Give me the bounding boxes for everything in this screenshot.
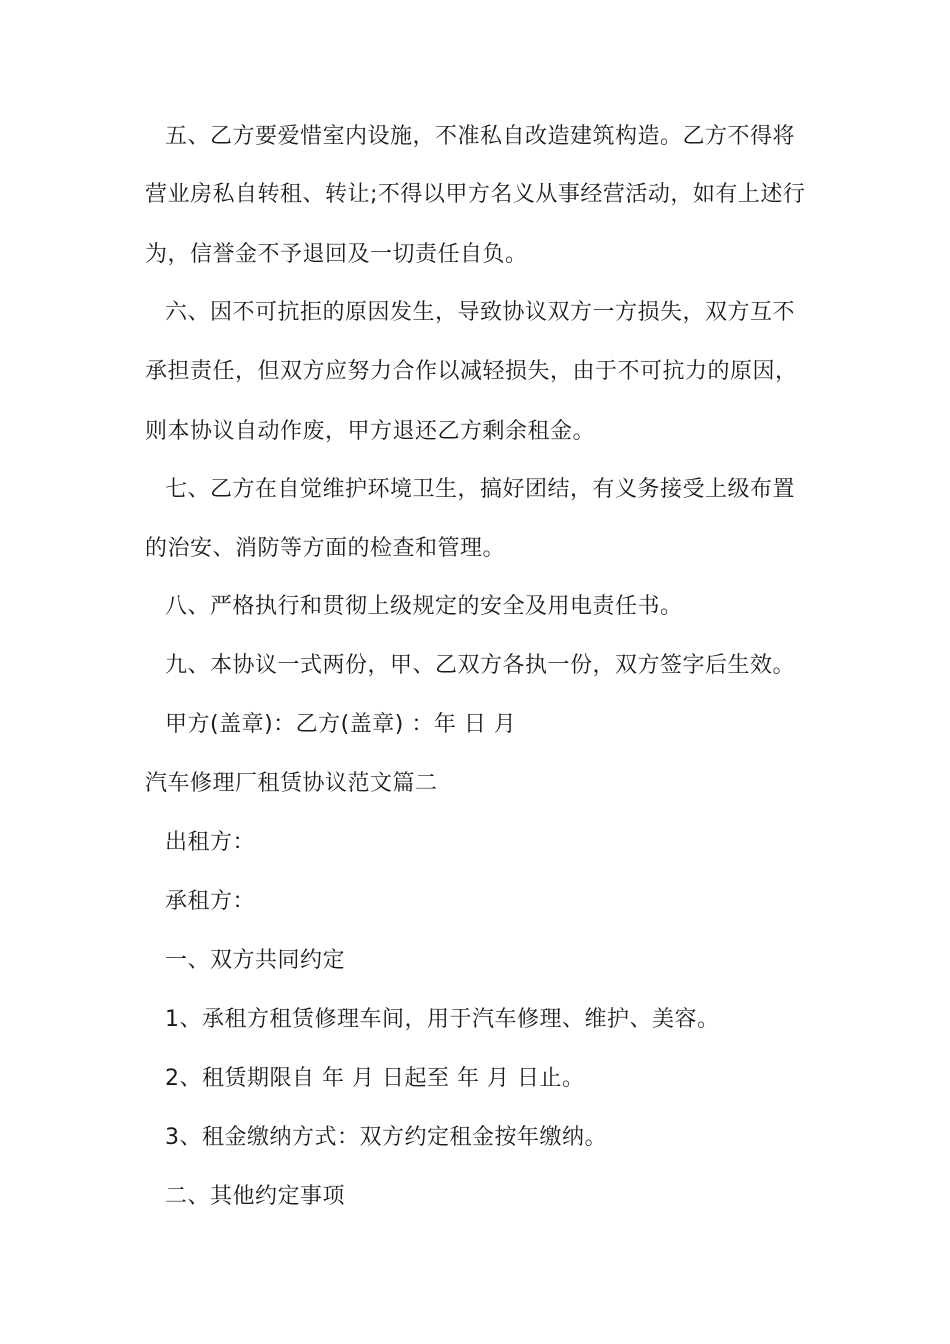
heading-other-matters: 二、其他约定事项 [165, 1184, 346, 1209]
section-title: 汽车修理厂租赁协议范文篇二 [145, 771, 438, 796]
clause-7-line-1: 七、乙方在自觉维护环境卫生，搞好团结，有义务接受上级布置 [165, 477, 796, 502]
heading-mutual-agreement: 一、双方共同约定 [165, 948, 346, 973]
lessor-label: 出租方： [165, 830, 256, 855]
clause-9: 九、本协议一式两份，甲、乙双方各执一份，双方签字后生效。 [165, 653, 796, 678]
clause-6-line-1: 六、因不可抗拒的原因发生，导致协议双方一方损失，双方互不 [165, 300, 796, 325]
clause-5-line-2: 营业房私自转租、转让;不得以甲方名义从事经营活动，如有上述行 [145, 182, 806, 207]
clause-8: 八、严格执行和贯彻上级规定的安全及用电责任书。 [165, 594, 683, 619]
clause-6-line-3: 则本协议自动作废，甲方退还乙方剩余租金。 [145, 419, 596, 444]
item-3: 3、租金缴纳方式：双方约定租金按年缴纳。 [165, 1125, 607, 1150]
lessee-label: 承租方： [165, 889, 256, 914]
clause-7-line-2: 的治安、消防等方面的检查和管理。 [145, 536, 506, 561]
clause-6-line-2: 承担责任，但双方应努力合作以减轻损失，由于不可抗力的原因， [145, 359, 798, 384]
clause-5-line-1: 五、乙方要爱惜室内设施，不准私自改造建筑构造。乙方不得将 [165, 124, 796, 149]
item-2: 2、租赁期限自 年 月 日起至 年 月 日止。 [165, 1066, 585, 1091]
signature-line: 甲方(盖章)：乙方(盖章) ：年 日 月 [165, 712, 517, 737]
item-1: 1、承租方租赁修理车间，用于汽车修理、维护、美容。 [165, 1007, 720, 1032]
clause-5-line-3: 为，信誉金不予退回及一切责任自负。 [145, 242, 528, 267]
